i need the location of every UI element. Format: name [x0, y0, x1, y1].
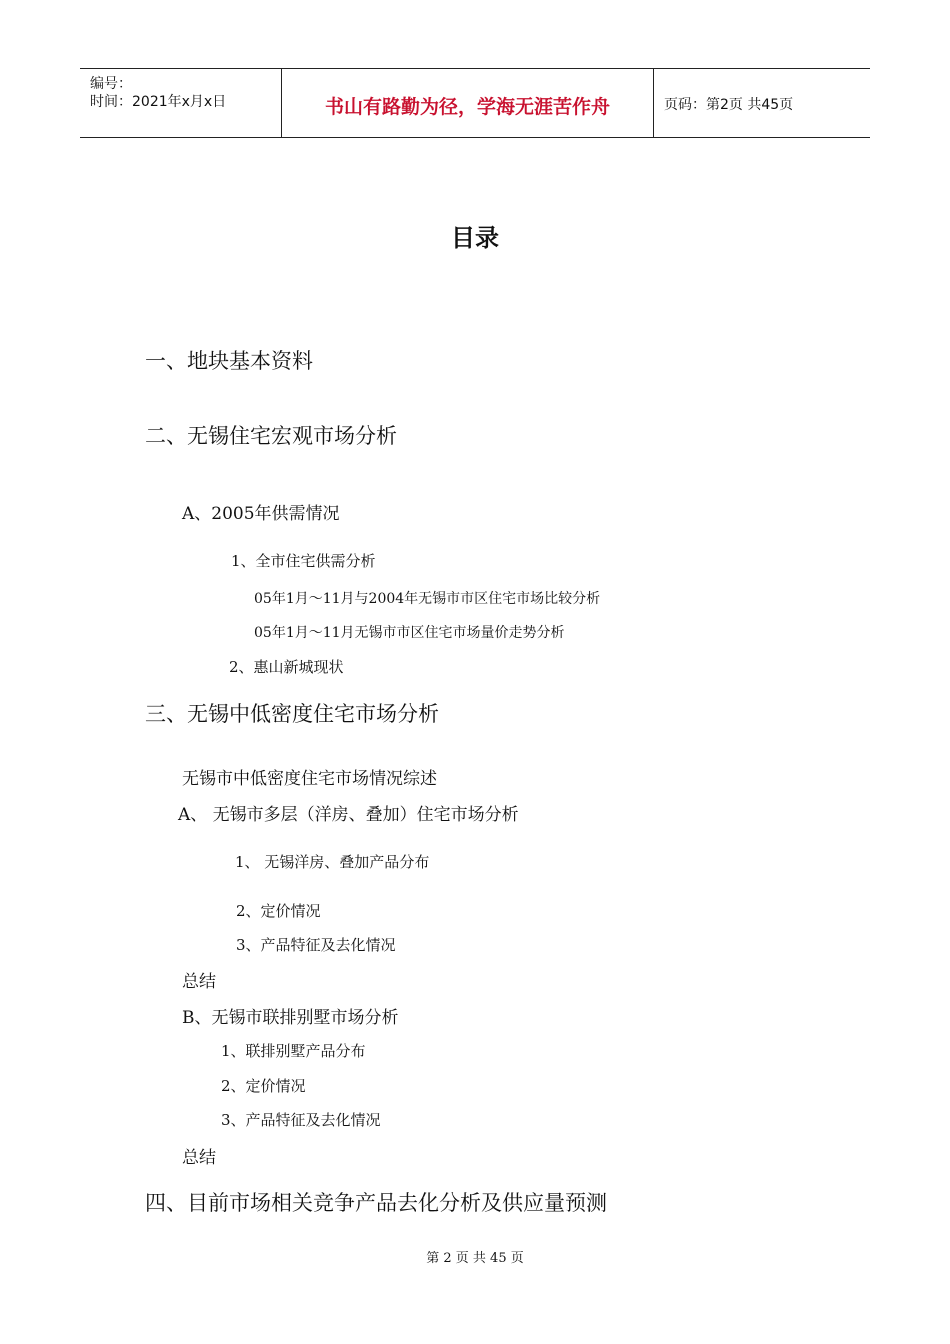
header-page-cell [654, 69, 870, 137]
toc-item: 二、无锡住宅宏观市场分析 [145, 424, 397, 448]
toc-item: 1、 无锡洋房、叠加产品分布 [235, 853, 430, 871]
number-label: 编号： [90, 76, 132, 92]
toc-item: 总结 [182, 1148, 216, 1168]
toc-item: 2、惠山新城现状 [229, 658, 344, 676]
toc-item: B、无锡市联排别墅市场分析 [182, 1008, 399, 1028]
page-header [80, 68, 870, 138]
toc-item: 1、全市住宅供需分析 [231, 552, 376, 570]
toc-item: A、 无锡市多层（洋房、叠加）住宅市场分析 [178, 805, 519, 825]
toc-item: 05年1月～11月无锡市市区住宅市场量价走势分析 [254, 625, 565, 641]
toc-item: 3、产品特征及去化情况 [221, 1111, 381, 1129]
toc-item: 05年1月～11月与2004年无锡市市区住宅市场比较分析 [254, 591, 601, 607]
toc-item: 无锡市中低密度住宅市场情况综述 [182, 769, 437, 789]
header-info-cell [80, 69, 282, 137]
toc-item: 一、地块基本资料 [145, 349, 313, 373]
header-page-info: 页码：第2页 共45页 [664, 97, 794, 113]
toc-item: 三、无锡中低密度住宅市场分析 [145, 702, 439, 726]
toc-item: 四、目前市场相关竞争产品去化分析及供应量预测 [145, 1191, 607, 1215]
toc-item: 1、联排别墅产品分布 [221, 1042, 366, 1060]
header-motto-cell [282, 69, 654, 137]
toc-item: 2、定价情况 [236, 902, 321, 920]
time-line: 时间：2021年x月x日 [90, 94, 227, 110]
toc-item: 2、定价情况 [221, 1077, 306, 1095]
page-title: 目录 [451, 224, 499, 252]
toc-item: A、2005年供需情况 [182, 504, 340, 524]
toc-item: 3、产品特征及去化情况 [236, 936, 396, 954]
page-footer: 第 2 页 共 45 页 [426, 1251, 524, 1266]
header-motto: 书山有路勤为径，学海无涯苦作舟 [324, 96, 610, 118]
toc-item: 总结 [182, 972, 216, 992]
